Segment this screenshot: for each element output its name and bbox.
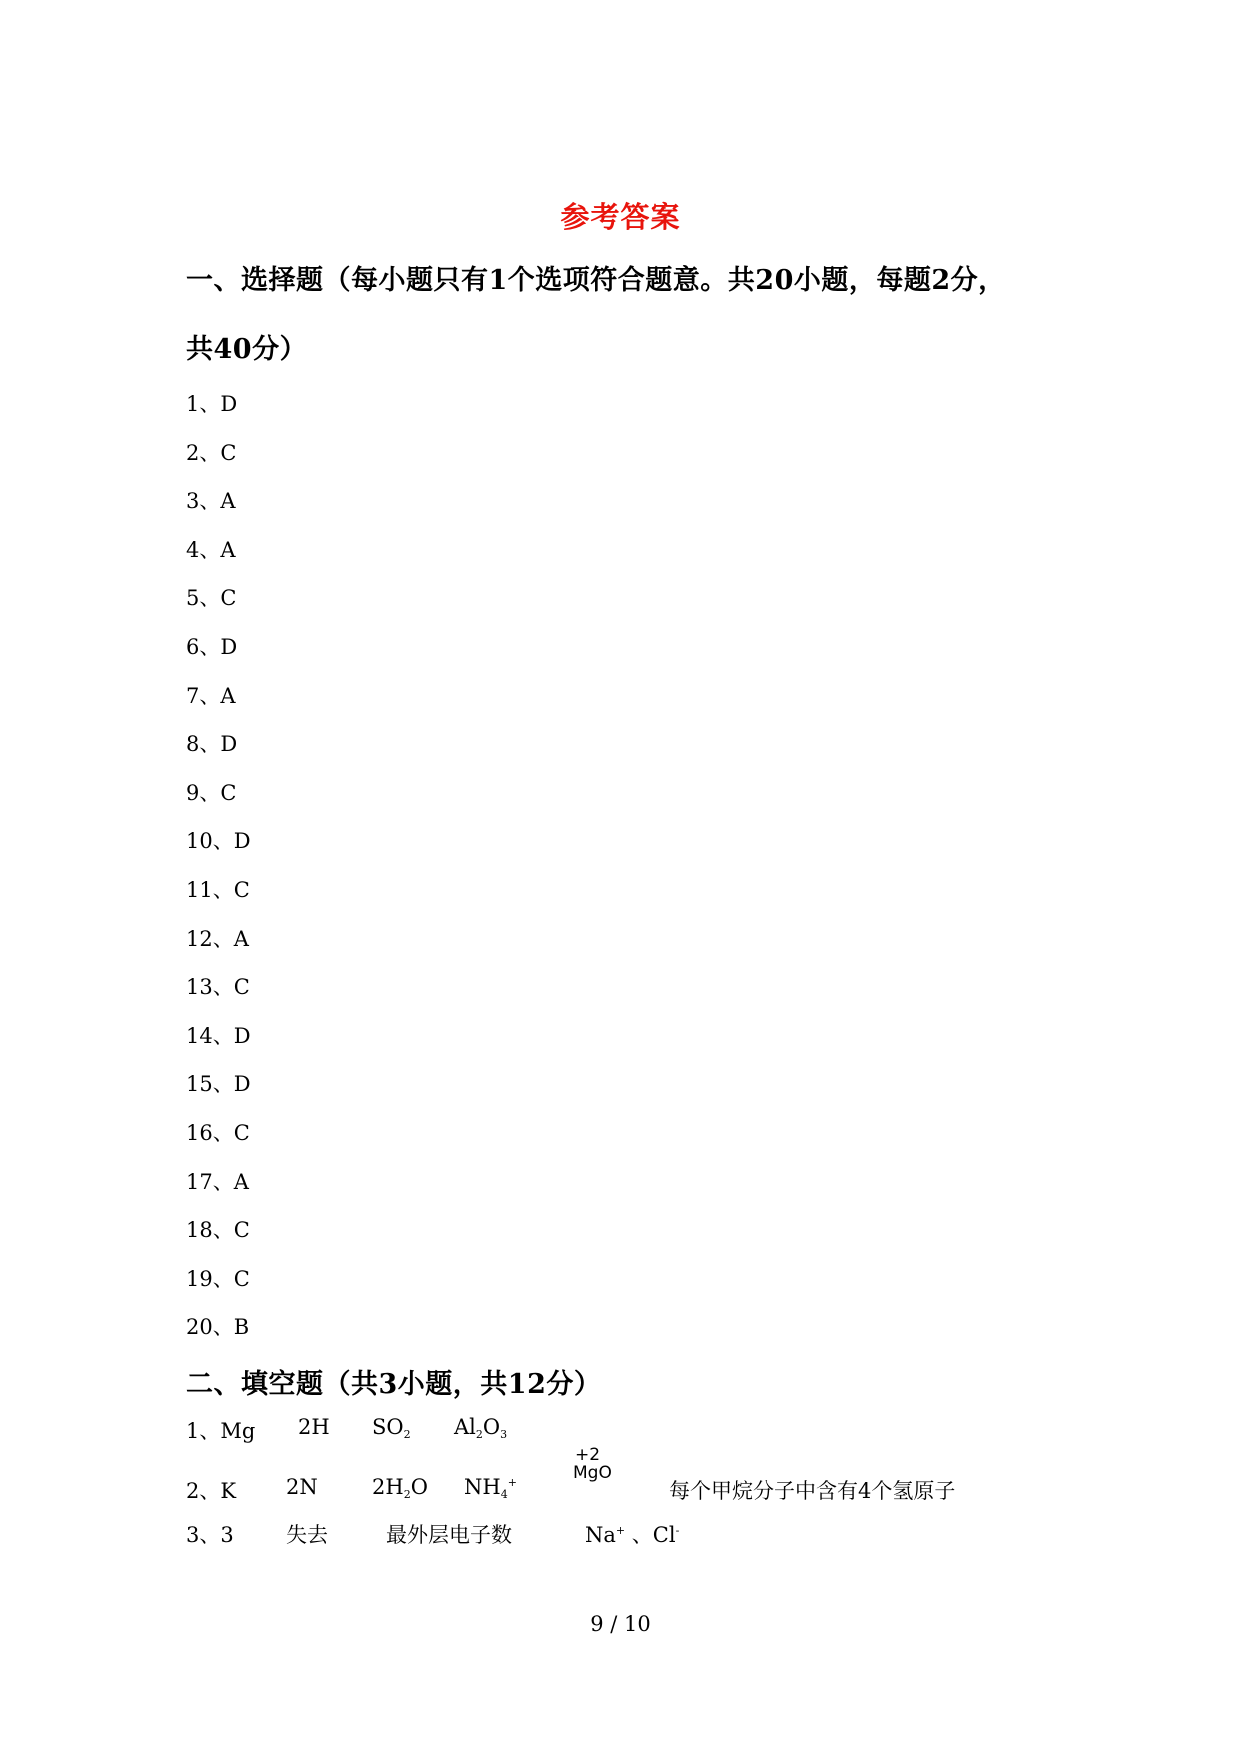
choice-answer-4: 4、A [186, 537, 236, 562]
choice-answer-14: 14、D [186, 1023, 251, 1048]
choice-answer-19: 19、C [186, 1266, 250, 1291]
page-number: 9 / 10 [590, 1612, 651, 1636]
choice-answer-20: 20、B [186, 1315, 250, 1340]
choice-answer-11: 11、C [186, 878, 250, 902]
choice-answer-12: 12、A [186, 926, 249, 951]
choice-answer-2: 2、C [186, 440, 237, 465]
fill-1-answer-2: 2H [298, 1415, 330, 1439]
choice-answer-10: 10、D [186, 829, 251, 854]
choice-answer-6: 6、D [186, 635, 238, 659]
fill-3-answer-2: 失去 [286, 1523, 328, 1547]
section2-heading: 二、填空题（共3小题，共12分） [186, 1369, 602, 1400]
fill-2-answer-2: 2N [286, 1475, 318, 1499]
fill-1-answer-4: $Al_2O_3$ [454, 1415, 508, 1441]
choice-answer-9: 9、C [186, 780, 237, 805]
fill-2-answer-3: $2H_2O$ [372, 1475, 428, 1501]
fill-3-answer-3: 最外层电子数 [386, 1523, 512, 1547]
fill-2-number: 2、K [186, 1479, 237, 1503]
choice-answer-8: 8、D [186, 732, 238, 757]
valence-formula [573, 1446, 612, 1482]
section1-heading-line2: 共40分） [186, 334, 308, 365]
choice-answer-5: 5、C [186, 586, 237, 611]
section1-heading-line1: 一、选择题（每小题只有1个选项符合题意。共20小题，每题2分， [186, 265, 1006, 296]
choice-answer-15: 15、D [186, 1072, 251, 1097]
fill-2-answer-6: 每个甲烷分子中含有4个氢原子 [669, 1479, 956, 1503]
choice-answer-1: 1、D [186, 392, 238, 416]
choice-answer-17: 17、A [186, 1169, 249, 1194]
fill-1-number: 1、Mg [186, 1419, 256, 1443]
fill-3-number: 3、3 [186, 1523, 234, 1547]
choice-answer-13: 13、C [186, 975, 250, 1000]
choice-answer-18: 18、C [186, 1218, 250, 1243]
fill-1-answer-3: $SO_2$ [372, 1415, 411, 1441]
choice-answer-3: 3、A [186, 489, 236, 514]
fill-2-answer-4: $NH_4^+$ [464, 1475, 517, 1501]
choice-answer-7: 7、A [186, 683, 236, 708]
page-title: 参考答案 [560, 200, 681, 234]
choice-answer-16: 16、C [186, 1121, 250, 1145]
valence-compound: MgO [573, 1463, 612, 1483]
valence-charge: +2 [575, 1445, 601, 1465]
fill-3-answer-4: Na+ 、Cl- [585, 1523, 680, 1547]
